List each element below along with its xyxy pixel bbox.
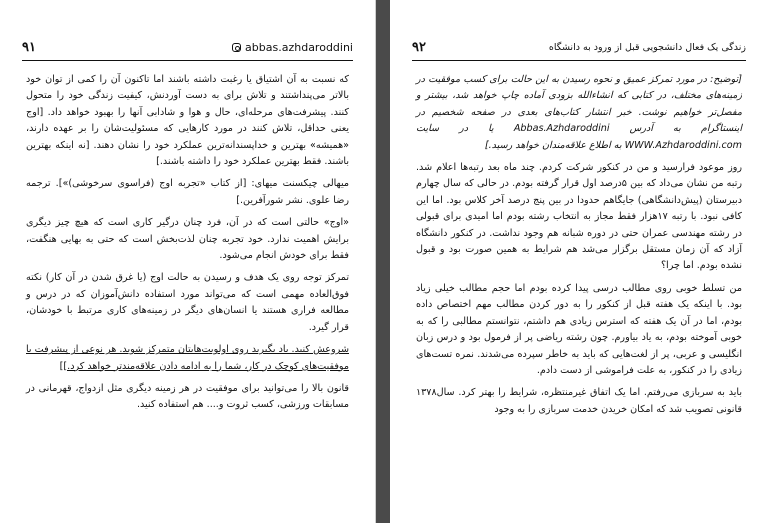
left-paragraph-5: شروعش کنید. یاد بگیرید روی اولویت‌هایتان متمرکز شوید. هر نوعی از پیشرفت یا موفقیت‌های کوچک در کار، شما را به ادامه دادن علاقه‌مندتر خواهد کرد.]]: [26, 344, 349, 372]
left-paragraph-3: «اوج» حالتی است که در آن، فرد چنان درگیر کاری است که هیچ چیز دیگری برایش اهمیت ندارد. خود تجربه چنان لذت‌بخش است که حتی به بهایی هنگفت، فقط برای خودش انجام می‌شود.: [26, 217, 349, 262]
book-spine: [376, 0, 390, 523]
instagram-icon: [232, 43, 241, 52]
right-paragraph-2: من تسلط خوبی روی مطالب درسی پیدا کرده بودم اما حجم مطالب خیلی زیاد بود. با اینکه یک هفته قبل از کنکور را به دور کردن مطالب مهم اختصاص داده بودم، اما در آن یک هفته که استرس زیادی هم داشتم، نتوانستم مطالبی را که به خوبی آموخته بودم، به یاد بیاورم. چون رشته ریاضی پر از فرمول بود و درس زبان انگلیسی و عربی، پر از لغت‌هایی که باید به خاطر سپرده می‌شدند. نمره تست‌های زیادی را در کنکور، به علت فراموشی از دست دادم.: [416, 282, 742, 376]
right-paragraph-3: باید به سربازی می‌رفتم. اما یک اتفاق غیرمنتظره، شرایط را بهتر کرد. سال۱۳۷۸ قانونی تصویب شد که امکان خریدن خدمت سربازی را به وجود: [416, 387, 742, 415]
right-page-number: ۹۲: [412, 40, 426, 55]
left-paragraph-6: قانون بالا را می‌توانید برای موفقیت در هر زمینه دیگری مثل ازدواج، قهرمانی در مسابقات ورزشی، کسب ثروت و.... هم استفاده کنید.: [26, 382, 349, 411]
running-title: زندگی یک فعال دانشجویی قبل از ورود به دانشگاه: [548, 42, 746, 53]
left-page-number: ۹۱: [22, 40, 36, 55]
left-paragraph-2: میهالی چیکسنت میهای: [از کتاب «تجربه اوج (فراسوی سرخوشی)»]. ترجمه رضا علوی. نشر شورآفرین.]: [26, 178, 349, 206]
author-note: [توضیح: در مورد تمرکز عمیق و نحوه رسیدن به این حالت برای کسب موفقیت در زمینه‌های مختلف، در کتابی که انشاءالله بزودی آماده چاپ خواهد شد، بیشتر و مفصل‌تر خواهیم نوشت. خبر انتشار کتاب‌های بعدی در صفحه شخصیم در اینستاگرام به آدرس Abbas.Azhdaroddini یا در سایت WWW.Azhdaroddini.com به اطلاع علاقه‌مندان خواهد رسید.]: [416, 74, 742, 151]
right-paragraph-1: روز موعود فرارسید و من در کنکور شرکت کردم. چند ماه بعد رتبه‌ها اعلام شد. رتبه من نشان می‌داد که بین ۵درصد اول قرار گرفته بودم. در حالی که سال چهارم دبیرستان (پیش‌دانشگاهی) جایگاهم حدودا در بین پنج درصد آخر کلاس بود. اما این کافی نبود. با رتبه ۱۷هزار فقط مجاز به انتخاب رشته بودم اما امیدی برای قبولی در رشته مهندسی عمران حتی در دوره شبانه هم وجود نداشت. در کنکور دانشگاه آزاد که آن زمان مستقل برگزار می‌شد هم شرایط به همین صورت بود و قبول نشده بودم. اما چرا؟: [416, 162, 742, 272]
left-header-rule: [22, 60, 353, 61]
instagram-handle: abbas.azhdaroddini: [245, 41, 353, 54]
left-page: [0, 0, 376, 523]
instagram-credit: [232, 41, 353, 54]
right-page: [390, 0, 768, 523]
left-page-header: [22, 40, 353, 58]
right-page-header: [412, 40, 746, 58]
left-page-body: [26, 72, 349, 420]
left-paragraph-1: که نسبت به آن اشتیاق یا رغبت داشته باشند اما تاکنون آن را کمی از توان خود بالاتر می‌پنداشتند و تلاش برای به دست آوردنش، کیفیت زندگی خود را متحول کنند. پیشرفت‌های مرحله‌ای، حال و هوا و شادابی آنها را بهبود خواهد داد. [اوج یعنی حداقل، تلاش کنند در مورد کارهایی که مسئولیت‌شان را بر عهده دارند، «همیشه» بهترین و خداپسندانه‌ترین عملکرد خود را نشان دهند. [نه اینکه بهترین باشند. فقط بهترین عملکرد خود را داشته باشند.]: [26, 74, 349, 168]
right-header-rule: [412, 60, 746, 61]
left-paragraph-4: تمرکز توجه روی یک هدف و رسیدن به حالت اوج (یا غرق شدن در آن کار) نکته فوق‌العاده مهمی است که می‌تواند مورد استفاده دانش‌آموزان که در درس و مطالعه فراری هستند یا انسان‌های دیگر در زمینه‌های کاری مرتبط با خودشان، قرار گیرد.: [26, 272, 349, 333]
right-page-body: [416, 72, 742, 424]
